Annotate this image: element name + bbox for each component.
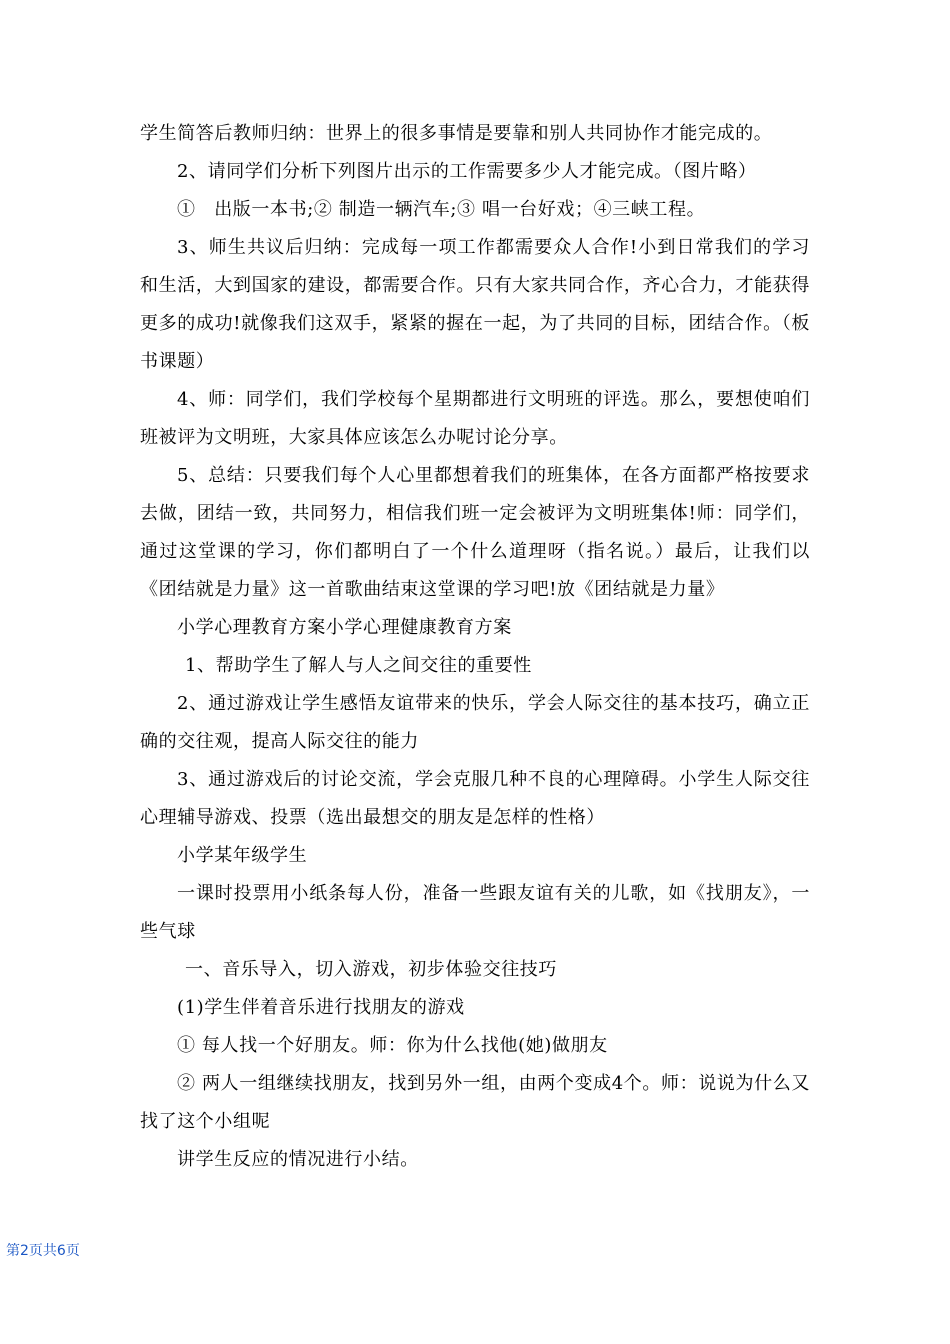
document-body	[140, 115, 810, 1179]
paragraph-17: 讲学生反应的情况进行小结。	[177, 1149, 419, 1170]
paragraph-6: 5、总结：只要我们每个人心里都想着我们的班集体，在各方面都严格按要求去做，团结一致，共同努力，相信我们班一定会被评为文明班集体!师：同学们，通过这堂课的学习，你们都明白了一个什么道理呀（指名说。）最后，让我们以《团结就是力量》这一首歌曲结束这堂课的学习吧!放《团结就是力量》	[140, 465, 810, 600]
paragraph-8: 1、帮助学生了解人与人之间交往的重要性	[185, 655, 532, 676]
paragraph-13: 一、音乐导入，切入游戏，初步体验交往技巧	[185, 959, 557, 980]
paragraph-5: 4、师：同学们，我们学校每个星期都进行文明班的评选。那么，要想使咱们班被评为文明班，大家具体应该怎么办呢讨论分享。	[140, 389, 810, 448]
section-heading: 小学心理教育方案小学心理健康教育方案	[177, 617, 512, 638]
paragraph-16: ② 两人一组继续找朋友，找到另外一组，由两个变成4个。师：说说为什么又找了这个小组呢	[140, 1073, 810, 1132]
paragraph-2: 2、请同学们分析下列图片出示的工作需要多少人才能完成。（图片略）	[177, 161, 757, 182]
paragraph-11: 小学某年级学生	[177, 845, 308, 866]
paragraph-14: (1)学生伴着音乐进行找朋友的游戏	[177, 997, 465, 1018]
paragraph-3: ① 出版一本书;② 制造一辆汽车;③ 唱一台好戏；④三峡工程。	[177, 199, 706, 220]
paragraph-9: 2、通过游戏让学生感悟友谊带来的快乐，学会人际交往的基本技巧，确立正确的交往观，提高人际交往的能力	[140, 693, 810, 752]
paragraph-4: 3、师生共议后归纳：完成每一项工作都需要众人合作!小到日常我们的学习和生活，大到国家的建设，都需要合作。只有大家共同合作，齐心合力，才能获得更多的成功!就像我们这双手，紧紧的握在一起，为了共同的目标，团结合作。（板书课题）	[140, 237, 810, 372]
paragraph-10: 3、通过游戏后的讨论交流，学会克服几种不良的心理障碍。小学生人际交往心理辅导游戏、投票（选出最想交的朋友是怎样的性格）	[140, 769, 810, 828]
paragraph-12: 一课时投票用小纸条每人份，准备一些跟友谊有关的儿歌，如《找朋友》，一些气球	[140, 883, 810, 942]
paragraph-15: ① 每人找一个好朋友。师：你为什么找他(她)做朋友	[177, 1035, 608, 1056]
page-number-footer: 第2页共6页	[6, 1243, 80, 1259]
paragraph-1: 学生简答后教师归纳：世界上的很多事情是要靠和别人共同协作才能完成的。	[140, 123, 773, 144]
